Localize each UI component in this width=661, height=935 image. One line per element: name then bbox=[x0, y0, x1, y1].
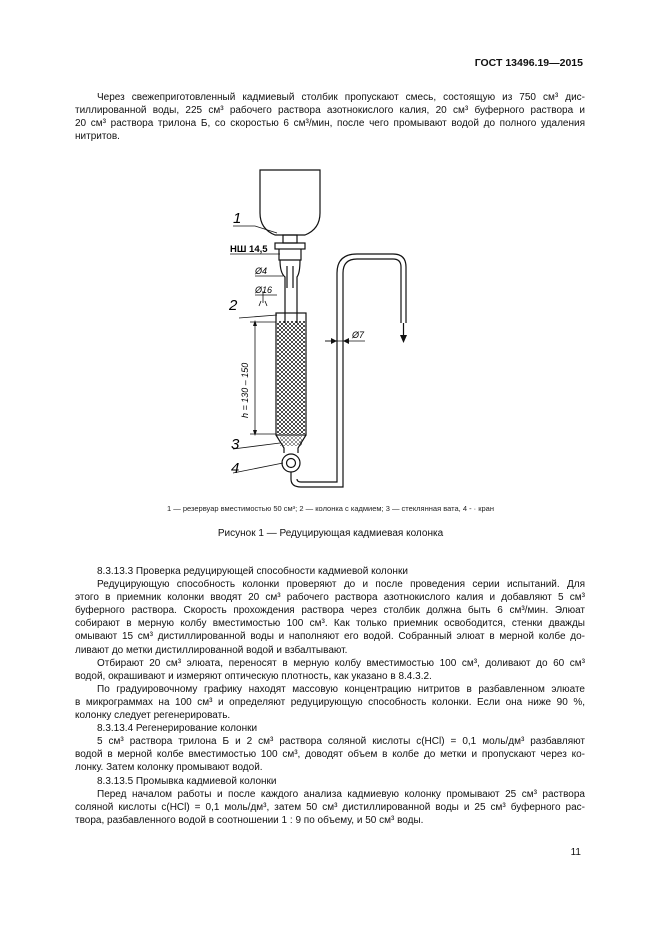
text-line: ливают до метки дистиллированной водой и взбалтывают. bbox=[75, 644, 348, 656]
cadmium-fill bbox=[277, 321, 305, 434]
joint-sleeve bbox=[279, 249, 301, 260]
label-d7: Ø7 bbox=[352, 330, 365, 340]
text-line: буферного раствора. Скорость прохождения раствора через столбик должна быть 6 см³/мин. Элюат bbox=[75, 605, 585, 617]
text-line: Отбирают 20 см³ элюата, переносят в мерную колбу вместимостью 100 см³, доливают до 60 см³ bbox=[97, 657, 585, 669]
label-d4: Ø4 bbox=[255, 266, 268, 276]
figure-caption: 1 — резервуар вместимостью 50 см³; 2 — колонка с кадмием; 3 — стеклянная вата, 4 - · кран bbox=[167, 504, 494, 513]
text-line: омывают 15 см³ дистиллированной воды и наполняют его водой. Собранный элюат в мерной колбе до- bbox=[75, 631, 585, 643]
text-line: Редуцирующую способность колонки проверяют до и после проведения серии испытаний. Для bbox=[97, 579, 585, 591]
label-2: 2 bbox=[229, 297, 238, 314]
stopcock bbox=[282, 454, 300, 472]
text-line: Через свежеприготовленный кадмиевый столбик пропускают смесь, состоящую из 750 см³ дис- bbox=[97, 92, 585, 103]
outlet-tube bbox=[291, 259, 401, 487]
text-line: Перед началом работы и после каждого анализа кадмиевую колонку промывают 25 см³ раствора bbox=[97, 788, 585, 800]
text-line: водой в мерной колбе вместимостью 100 см³, доводят объем в колбе до метки и пропускают через ко- bbox=[75, 749, 585, 761]
label-h: h = 130 – 150 bbox=[240, 362, 250, 418]
standard-header: ГОСТ 13496.19—2015 bbox=[474, 57, 583, 69]
text-line: По градуировочному графику находят массовую концентрацию нитритов в разбавленном элюате bbox=[97, 683, 585, 695]
text-line: соляной кислоты c(HCl) = 0,1 моль/дм³, затем 50 см³ дистиллированной воды и 25 см³ буферного рас- bbox=[75, 801, 585, 813]
cadmium-column-diagram bbox=[225, 163, 425, 493]
reservoir-neck bbox=[283, 235, 297, 243]
page-number: 11 bbox=[570, 847, 581, 858]
text-line: тиллированной воды, 225 см³ рабочего раствора азотнокислого калия, 20 см³ буферного раствора и bbox=[75, 105, 585, 117]
section-heading: 8.3.13.5 Промывка кадмиевой колонки bbox=[97, 775, 277, 787]
glass-wool bbox=[280, 436, 302, 446]
figure-title: Рисунок 1 — Редуцирующая кадмиевая колонка bbox=[217, 528, 444, 539]
label-nsh: НШ 14,5 bbox=[230, 244, 268, 255]
ground-joint bbox=[275, 243, 305, 249]
text-line: этого в приемник колонки вводят 20 см³ рабочего раствора азотнокислого калия и добавляют 5 см³ bbox=[75, 592, 585, 604]
label-1: 1 bbox=[233, 210, 242, 227]
section-8-3-13-3 bbox=[75, 565, 585, 827]
text-line: в микрограммах на 100 см³ и определяют редуцирующую способность колонки. Если она ниже 90 %, bbox=[75, 696, 585, 708]
text-line: колонку следует регенерировать. bbox=[75, 710, 231, 722]
section-heading: 8.3.13.4 Регенерирование колонки bbox=[97, 723, 258, 735]
label-3: 3 bbox=[231, 436, 240, 453]
label-d16: Ø16 bbox=[255, 285, 273, 295]
reservoir-outline bbox=[260, 170, 320, 235]
text-line: 20 см³ раствора трилона Б, со скоростью 6 см³/мин, после чего промывают водой до полного удаления bbox=[75, 118, 585, 130]
intro-paragraph bbox=[75, 91, 585, 143]
text-line: 5 см³ раствора трилона Б и 2 см³ раствора соляной кислоты c(HCl) = 0,1 моль/дм³ разбавляют bbox=[97, 736, 585, 748]
section-heading: 8.3.13.3 Проверка редуцирующей способности кадмиевой колонки bbox=[97, 566, 408, 577]
text-line: лонку. Затем колонку промывают водой. bbox=[75, 762, 263, 774]
text-line: водой, окрашивают и измеряют оптическую плотность, как указано в 8.4.3.2. bbox=[75, 670, 432, 682]
text-line: твора, разбавленного водой в соотношении 1 : 9 по объему, и 50 см³ воды. bbox=[75, 814, 424, 826]
text-line: нитритов. bbox=[75, 131, 120, 143]
label-4: 4 bbox=[231, 460, 240, 477]
text-line: собирают в мерную колбу вместимостью 100 см³. Как только приемник освободится, стенки дважды bbox=[75, 618, 585, 630]
